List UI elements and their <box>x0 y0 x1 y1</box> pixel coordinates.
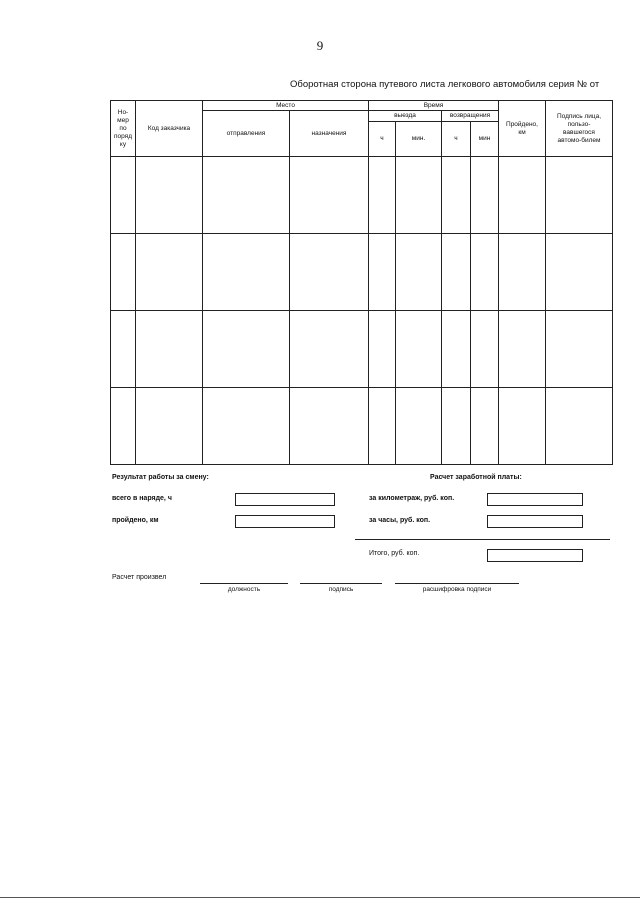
header-return-minutes: мин <box>471 122 499 157</box>
distance-km-label: пройдено, км <box>112 517 159 524</box>
table-cell[interactable] <box>111 388 136 465</box>
header-return-hours: ч <box>442 122 471 157</box>
position-caption: должность <box>227 586 261 593</box>
table-cell[interactable] <box>442 311 471 388</box>
table-cell[interactable] <box>442 388 471 465</box>
table-cell[interactable] <box>136 311 203 388</box>
table-cell[interactable] <box>471 234 499 311</box>
header-exit-hours: ч <box>369 122 396 157</box>
table-cell[interactable] <box>369 311 396 388</box>
table-cell[interactable] <box>442 157 471 234</box>
position-line[interactable] <box>200 583 288 584</box>
table-cell[interactable] <box>290 234 369 311</box>
table-cell[interactable] <box>369 388 396 465</box>
salary-total-label: Итого, руб. коп. <box>369 550 420 557</box>
header-return: возвращения <box>442 111 499 122</box>
table-cell[interactable] <box>546 157 613 234</box>
page-bottom-rule <box>0 897 640 898</box>
table-cell[interactable] <box>136 234 203 311</box>
header-customer-code: Код заказчика <box>136 101 203 157</box>
decode-caption: расшифровка подписи <box>422 586 492 593</box>
table-cell[interactable] <box>442 234 471 311</box>
table-cell[interactable] <box>546 234 613 311</box>
table-cell[interactable] <box>203 157 290 234</box>
waybill-table <box>110 100 613 465</box>
table-cell[interactable] <box>203 311 290 388</box>
table-cell[interactable] <box>369 157 396 234</box>
header-signature: Подпись лица, пользо- вавшегося автомо-билем <box>546 101 613 157</box>
mileage-pay-field[interactable] <box>487 493 583 506</box>
header-departure-place: отправления <box>203 111 290 157</box>
table-row <box>111 311 613 388</box>
table-cell[interactable] <box>499 388 546 465</box>
decode-line[interactable] <box>395 583 519 584</box>
table-cell[interactable] <box>471 388 499 465</box>
table-cell[interactable] <box>111 157 136 234</box>
salary-divider <box>355 539 610 540</box>
table-cell[interactable] <box>499 157 546 234</box>
table-cell[interactable] <box>111 311 136 388</box>
table-cell[interactable] <box>136 157 203 234</box>
table-row <box>111 234 613 311</box>
table-cell[interactable] <box>499 311 546 388</box>
total-hours-label: всего в наряде, ч <box>112 495 172 502</box>
signature-line[interactable] <box>300 583 382 584</box>
table-cell[interactable] <box>546 311 613 388</box>
table-cell[interactable] <box>546 388 613 465</box>
table-row <box>111 157 613 234</box>
table-cell[interactable] <box>290 388 369 465</box>
table-cell[interactable] <box>471 157 499 234</box>
total-hours-field[interactable] <box>235 493 335 506</box>
table-cell[interactable] <box>203 234 290 311</box>
table-cell[interactable] <box>396 311 442 388</box>
header-place: Место <box>203 101 369 111</box>
distance-km-field[interactable] <box>235 515 335 528</box>
table-cell[interactable] <box>290 311 369 388</box>
table-row <box>111 388 613 465</box>
table-cell[interactable] <box>499 234 546 311</box>
table-cell[interactable] <box>136 388 203 465</box>
table-cell[interactable] <box>290 157 369 234</box>
salary-total-field[interactable] <box>487 549 583 562</box>
table-cell[interactable] <box>111 234 136 311</box>
header-exit: выезда <box>369 111 442 122</box>
hours-pay-label: за часы, руб. коп. <box>369 517 431 524</box>
table-cell[interactable] <box>396 388 442 465</box>
mileage-pay-label: за километраж, руб. коп. <box>369 495 455 502</box>
table-cell[interactable] <box>396 234 442 311</box>
hours-pay-field[interactable] <box>487 515 583 528</box>
table-cell[interactable] <box>471 311 499 388</box>
results-heading: Результат работы за смену: <box>112 474 209 481</box>
header-number: Но- мер по поряд ку <box>111 101 136 157</box>
salary-heading: Расчет заработной платы: <box>430 474 522 481</box>
header-exit-minutes: мин. <box>396 122 442 157</box>
calculated-by-label: Расчет произвел <box>112 574 167 581</box>
header-distance: Пройдено, км <box>499 101 546 157</box>
table-cell[interactable] <box>396 157 442 234</box>
header-destination: назначения <box>290 111 369 157</box>
table-cell[interactable] <box>203 388 290 465</box>
form-title: Оборотная сторона путевого листа легкового автомобиля серия № от <box>290 79 600 90</box>
signature-caption: подпись <box>328 586 354 593</box>
table-cell[interactable] <box>369 234 396 311</box>
page-number: 9 <box>316 38 324 53</box>
header-time: Время <box>369 101 499 111</box>
